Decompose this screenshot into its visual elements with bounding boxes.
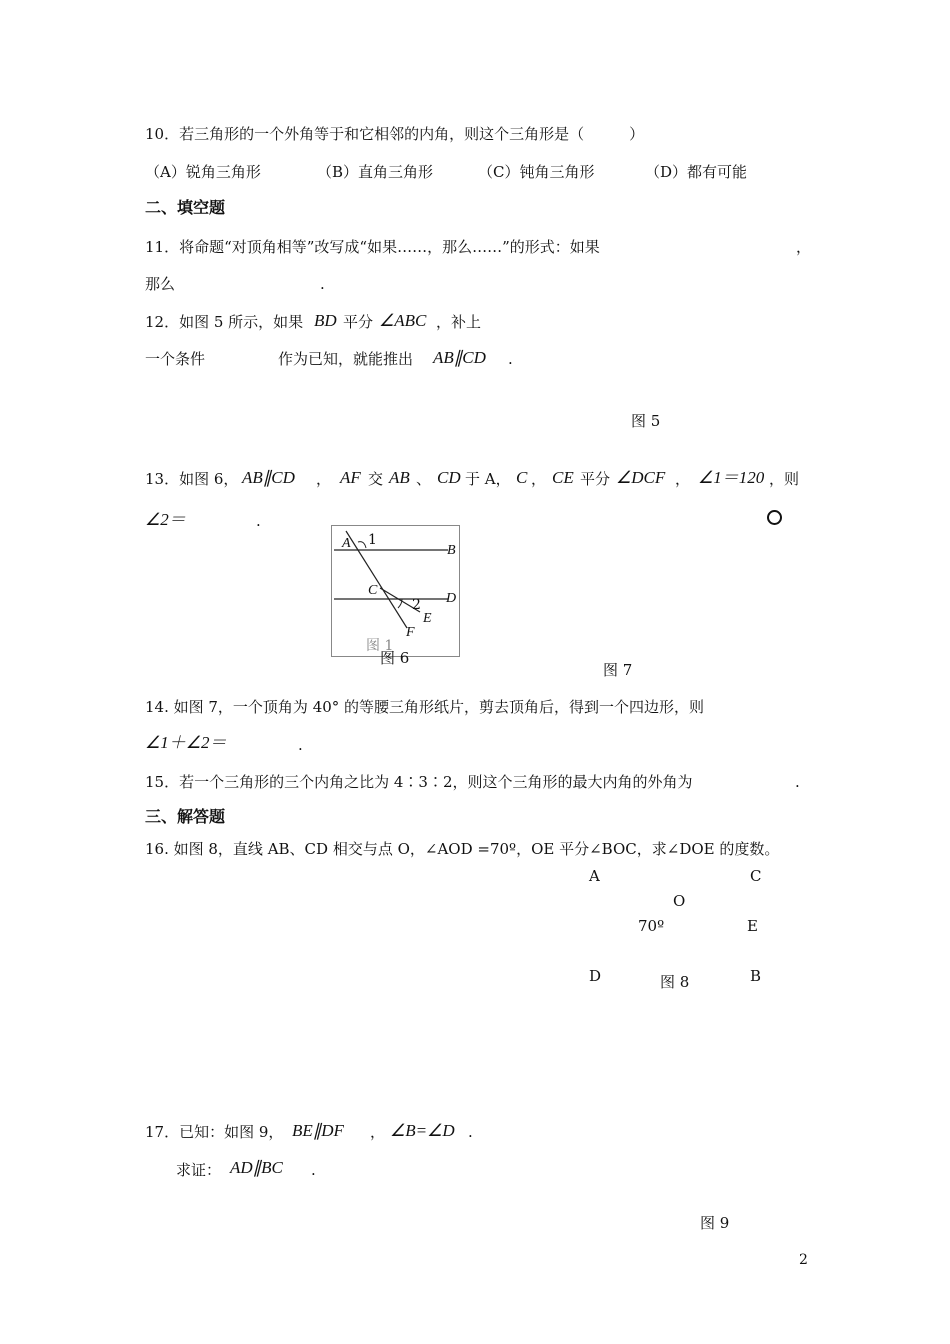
figure-6	[331, 525, 460, 667]
q17-angle-eq: ∠B=∠D	[390, 1121, 455, 1140]
fig8-caption: 图 8	[660, 973, 690, 991]
q10-option-d: （D）都有可能	[645, 163, 748, 181]
q13-yu: 于 A，	[465, 470, 511, 488]
q17-bedf: BE∥DF	[292, 1121, 344, 1140]
q13-angle2: ∠2＝	[145, 510, 186, 529]
section-heading-solutions: 三、解答题	[145, 807, 226, 826]
fig6-inner-caption: 图 1	[366, 638, 394, 654]
q17-prove-label: 求证：	[176, 1161, 222, 1179]
q10-option-c: （C）钝角三角形	[478, 163, 595, 181]
fig6-caption: 图 6	[380, 649, 410, 667]
q16-text: 16. 如图 8，直线 AB、CD 相交与点 O，∠AOD =70º，OE 平分∠BOC，求∠DOE 的度数。	[145, 840, 780, 858]
q10-option-b: （B）直角三角形	[317, 163, 434, 181]
q12-line2-text: 作为已知，就能推出	[278, 350, 414, 368]
q13-prefix: 13．如图 6，	[145, 470, 239, 488]
q13-comma1: ，	[316, 470, 332, 488]
q14-expr: ∠1＋∠2＝	[145, 733, 227, 752]
section-heading-fill-in: 二、填空题	[145, 198, 226, 217]
q17-dot: .	[468, 1123, 473, 1141]
fig6-label-f: F	[406, 625, 415, 640]
q12-buchang: ，补上	[436, 313, 482, 331]
q13-c: C	[516, 468, 528, 487]
q12-abcd: AB∥CD	[433, 348, 486, 367]
fig8-label-c: C	[750, 867, 762, 885]
fig6-label-d: D	[446, 591, 457, 606]
q12-pingfen: 平分	[343, 313, 374, 331]
q13-comma2: ，	[531, 470, 547, 488]
fig8-label-a: A	[589, 867, 600, 885]
q13-pingfen: 平分	[580, 470, 611, 488]
q15-text: 15．若一个三角形的三个内角之比为 4∶3∶2，则这个三角形的最大内角的外角为	[145, 773, 693, 791]
q13-dcf: ∠DCF	[616, 468, 666, 487]
circle-mark-icon	[767, 510, 782, 525]
q13-jiao: 交	[368, 470, 384, 488]
q17-comma: ，	[370, 1123, 386, 1141]
fig9-caption: 图 9	[700, 1214, 730, 1232]
fig6-label-1: 1	[368, 532, 377, 548]
q13-ab: AB	[389, 468, 410, 487]
fig7-caption: 图 7	[603, 661, 633, 679]
fig6-label-b: B	[447, 543, 456, 558]
fig6-label-e: E	[423, 611, 432, 626]
fig8-label-o: O	[673, 892, 686, 910]
q10-option-a: （A）锐角三角形	[145, 163, 261, 181]
q11-line2-dot: .	[320, 275, 325, 293]
q17-adbc: AD∥BC	[230, 1158, 283, 1177]
fig6-label-a: A	[342, 536, 351, 551]
q13-comma3: ，	[675, 470, 691, 488]
q11-line2-label: 那么	[145, 275, 176, 293]
figure-6-diagram	[332, 526, 459, 656]
q17-prefix: 17．已知：如图 9，	[145, 1123, 284, 1141]
fig8-angle-label: 70º	[638, 917, 665, 935]
q14-dot: .	[298, 736, 303, 754]
fig5-caption: 图 5	[631, 412, 661, 430]
q13-af: AF	[340, 468, 361, 487]
q14-line1: 14. 如图 7，一个顶角为 40° 的等腰三角形纸片，剪去顶角后，得到一个四边形，则	[145, 698, 705, 716]
q12-line1-prefix: 12．如图 5 所示，如果	[145, 313, 304, 331]
q12-bd: BD	[314, 311, 337, 330]
q13-cd: CD	[437, 468, 461, 487]
fig6-label-c: C	[368, 583, 378, 598]
fig8-label-d: D	[589, 967, 602, 985]
q12-dot: .	[508, 350, 513, 368]
fig8-label-b: B	[750, 967, 762, 985]
q11-line1: 11．将命题“对顶角相等”改写成“如果……，那么……”的形式：如果	[145, 238, 600, 256]
q10-stem: 10．若三角形的一个外角等于和它相邻的内角，则这个三角形是（ ）	[145, 125, 645, 143]
fig6-label-2: 2	[412, 597, 421, 613]
q13-ce: CE	[552, 468, 574, 487]
q11-comma: ，	[796, 238, 812, 256]
q13-angle1: ∠1＝120	[698, 468, 765, 487]
fig8-label-e: E	[747, 917, 758, 935]
q13-dot: .	[256, 512, 261, 530]
page-number: 2	[799, 1252, 808, 1268]
q15-dot: .	[795, 773, 800, 791]
q12-abc: ∠ABC	[379, 311, 427, 330]
q13-ze: ，则	[769, 470, 800, 488]
q13-dun: 、	[416, 470, 432, 488]
q12-line2-label: 一个条件	[145, 350, 206, 368]
q17-proof-dot: .	[311, 1161, 316, 1179]
q13-abcd: AB∥CD	[242, 468, 295, 487]
